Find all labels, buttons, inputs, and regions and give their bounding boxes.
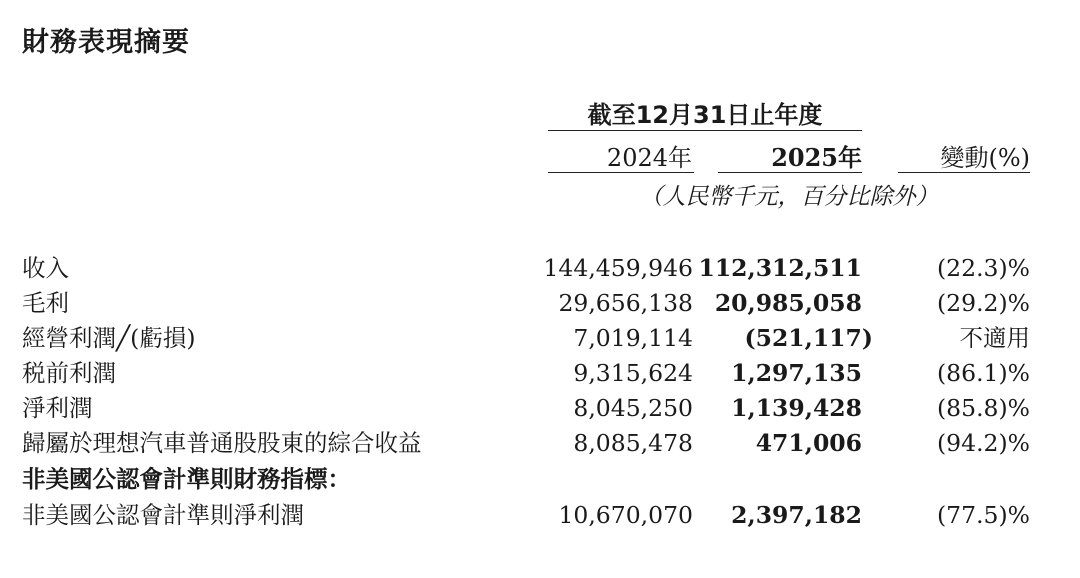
table-row bbox=[0, 356, 1080, 390]
table-row bbox=[0, 286, 1080, 320]
table-row bbox=[0, 498, 1080, 532]
value-2025: 2,397,182 bbox=[731, 501, 862, 529]
period-header: 截至12月31日止年度 bbox=[587, 101, 823, 129]
row-label: 非美國公認會計準則淨利潤 bbox=[22, 501, 304, 529]
column-header-2024: 2024年 bbox=[606, 144, 692, 172]
row-label: 毛利 bbox=[22, 289, 69, 317]
value-change: (85.8)% bbox=[937, 394, 1030, 422]
value-2025: 1,297,135 bbox=[731, 359, 862, 387]
column-underline-change bbox=[898, 172, 1030, 173]
table-row bbox=[0, 251, 1080, 285]
table-row bbox=[0, 426, 1080, 460]
value-change: (86.1)% bbox=[937, 359, 1030, 387]
value-2024: 10,670,070 bbox=[558, 501, 693, 529]
value-2024: 29,656,138 bbox=[558, 289, 693, 317]
value-2025: (521,117) bbox=[744, 324, 873, 352]
page-title: 財務表現摘要 bbox=[22, 27, 190, 58]
value-2025: 112,312,511 bbox=[698, 254, 862, 282]
period-underline bbox=[548, 130, 862, 131]
row-label: 税前利潤 bbox=[22, 359, 116, 387]
column-underline-2025 bbox=[718, 172, 862, 173]
value-change: (94.2)% bbox=[937, 429, 1030, 457]
row-label: 收入 bbox=[22, 254, 69, 282]
value-2024: 7,019,114 bbox=[573, 324, 693, 352]
value-2024: 8,045,250 bbox=[573, 394, 693, 422]
value-2025: 1,139,428 bbox=[731, 394, 862, 422]
row-label: 經營利潤╱(虧損) bbox=[22, 324, 196, 352]
value-2025: 471,006 bbox=[755, 429, 862, 457]
value-2024: 9,315,624 bbox=[573, 359, 693, 387]
unit-note: （人民幣千元，百分比除外） bbox=[639, 184, 939, 210]
table-row bbox=[0, 391, 1080, 425]
column-underline-2024 bbox=[548, 172, 694, 173]
column-header-change: 變動(%) bbox=[940, 144, 1030, 172]
value-2025: 20,985,058 bbox=[714, 289, 862, 317]
value-change: 不適用 bbox=[959, 324, 1030, 352]
value-change: (22.3)% bbox=[937, 254, 1030, 282]
value-2024: 144,459,946 bbox=[543, 254, 693, 282]
value-2024: 8,085,478 bbox=[573, 429, 693, 457]
non-gaap-heading: 非美國公認會計準則財務指標： bbox=[22, 465, 351, 493]
row-label: 歸屬於理想汽車普通股股東的綜合收益 bbox=[22, 429, 422, 457]
value-change: (29.2)% bbox=[937, 289, 1030, 317]
row-label: 淨利潤 bbox=[22, 394, 93, 422]
column-header-2025: 2025年 bbox=[771, 143, 862, 172]
table-row bbox=[0, 321, 1080, 355]
value-change: (77.5)% bbox=[937, 501, 1030, 529]
